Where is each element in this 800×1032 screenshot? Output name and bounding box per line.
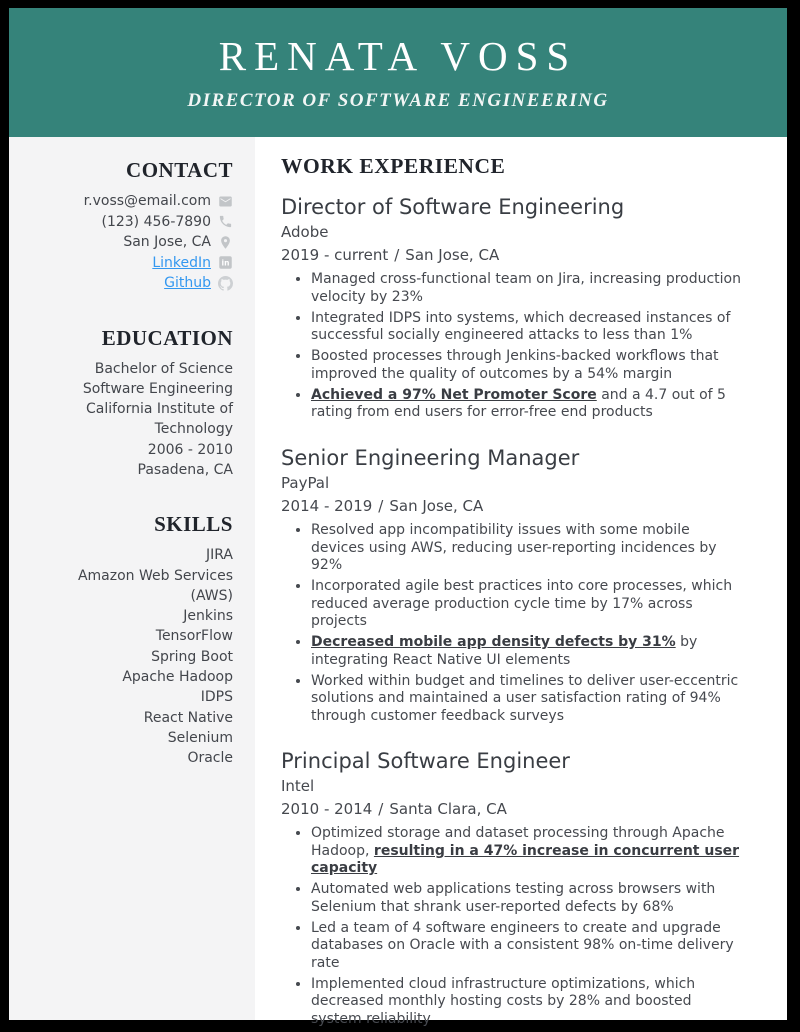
job-bullets — [281, 271, 741, 422]
education-section — [53, 326, 233, 481]
bullet-emphasis: resulting in a 47% increase in concurrent user capacity — [311, 842, 740, 877]
phone-icon — [218, 214, 233, 229]
bullet-text: Led a team of 4 software engineers to create and upgrade databases on Oracle with a consistent 98% on-time delivery rate — [311, 919, 734, 971]
bullet-text: Incorporated agile best practices into core processes, which reduced average production cycle time by 17% across projects — [311, 578, 733, 629]
contact-section — [53, 158, 233, 294]
skill-item: React Native — [143, 709, 233, 726]
contact-row-github — [53, 273, 233, 294]
bullet-text: by integrating React Native UI elements — [311, 634, 698, 668]
bullet-emphasis: Achieved a 97% Net Promoter Score — [311, 386, 597, 403]
job-bullet — [311, 348, 741, 383]
svg-text:in: in — [221, 258, 230, 268]
github-link[interactable]: Github — [164, 275, 211, 292]
skill-item: Jenkins — [183, 608, 233, 625]
job-title: Senior Engineering Manager — [281, 445, 580, 470]
skills-list — [53, 545, 233, 768]
job-bullet — [311, 825, 741, 878]
sidebar — [9, 137, 255, 1020]
education-lines — [53, 359, 233, 481]
job-entry — [281, 194, 749, 422]
education-line: Pasadena, CA — [137, 461, 233, 478]
skills-heading: SKILLS — [154, 512, 233, 537]
contact-row-email — [53, 191, 233, 212]
dates-separator: / — [378, 496, 384, 515]
skill-item: TensorFlow — [155, 628, 233, 645]
bullet-text: Implemented cloud infrastructure optimizations, which decreased monthly hosting costs by 28% and boosted system reliability — [311, 975, 696, 1027]
bullet-emphasis: Decreased mobile app density defects by 31% — [311, 634, 676, 650]
job-bullets — [281, 522, 741, 725]
header-banner — [9, 8, 787, 137]
linkedin-link[interactable]: LinkedIn — [152, 254, 211, 271]
job-dates-location — [281, 800, 749, 820]
job-dates-location — [281, 246, 749, 266]
education-line: California Institute of Technology — [85, 401, 233, 438]
job-location: San Jose, CA — [405, 245, 500, 264]
dates-separator: / — [394, 245, 400, 264]
candidate-name: RENATA VOSS — [218, 32, 578, 79]
job-dates: 2010 - 2014 — [281, 799, 373, 818]
job-bullet — [311, 578, 741, 631]
job-list — [281, 194, 749, 1028]
job-entry — [281, 748, 749, 1028]
github-icon — [218, 276, 233, 291]
bullet-text: Integrated IDPS into systems, which decreased instances of successful socially engineered attacks to less than 1% — [311, 309, 731, 344]
education-line: Software Engineering — [82, 380, 233, 397]
job-bullet — [311, 634, 741, 669]
contact-row-location — [53, 232, 233, 253]
job-dates-location — [281, 497, 749, 517]
phone-value: (123) 456-7890 — [101, 213, 211, 230]
email-value: r.voss@email.com — [83, 193, 211, 210]
job-location: San Jose, CA — [389, 496, 484, 515]
skill-item: JIRA — [206, 547, 233, 564]
bullet-text: Automated web applications testing across browsers with Selenium that shrank user-reported defects by 68% — [311, 881, 716, 915]
job-title: Director of Software Engineering — [281, 195, 625, 219]
job-company: Intel — [281, 777, 315, 796]
job-company: PayPal — [281, 474, 330, 492]
job-bullet — [311, 387, 741, 422]
job-bullet — [311, 976, 741, 1029]
skill-item: Selenium — [167, 729, 233, 746]
contact-heading: CONTACT — [126, 158, 233, 182]
job-location: Santa Clara, CA — [389, 799, 507, 818]
bullet-text: Worked within budget and timelines to deliver user-eccentric solutions and maintained a user satisfaction rating of 94% through customer feedback surveys — [311, 672, 739, 724]
education-line: 2006 - 2010 — [147, 441, 233, 458]
bullet-text: and a 4.7 out of 5 rating from end users for error-free end products — [311, 386, 726, 421]
job-dates: 2014 - 2019 — [281, 496, 373, 515]
contact-row-linkedin — [53, 253, 233, 274]
job-title: Principal Software Engineer — [281, 749, 570, 773]
bullet-text: Boosted processes through Jenkins-backed workflows that improved the quality of outcomes by a 54% margin — [311, 348, 719, 382]
skill-item: IDPS — [200, 689, 233, 706]
job-dates: 2019 - current — [281, 245, 389, 264]
job-bullet — [311, 310, 741, 345]
linkedin-icon — [218, 255, 233, 270]
job-entry — [281, 445, 749, 725]
bullet-text: Resolved app incompatibility issues with some mobile devices using AWS, reducing user-reporting incidences by 92% — [311, 522, 717, 573]
education-line: Bachelor of Science — [94, 360, 233, 377]
job-bullet — [311, 920, 741, 973]
education-heading: EDUCATION — [101, 325, 233, 350]
skill-item: Amazon Web Services (AWS) — [77, 567, 233, 604]
location-pin-icon — [218, 235, 233, 250]
skills-section — [53, 512, 233, 768]
job-bullet — [311, 881, 741, 916]
email-icon — [218, 194, 233, 209]
dates-separator: / — [378, 799, 384, 818]
work-experience-section — [255, 137, 787, 1027]
contact-row-phone — [53, 212, 233, 233]
job-bullet — [311, 673, 741, 726]
job-bullets — [281, 825, 741, 1028]
skill-item: Spring Boot — [151, 648, 233, 665]
skill-item: Apache Hadoop — [122, 669, 233, 686]
bullet-text: Optimized storage and dataset processing through Apache Hadoop, — [311, 825, 725, 859]
location-value: San Jose, CA — [123, 234, 211, 251]
job-bullet — [311, 522, 741, 575]
candidate-title: DIRECTOR OF SOFTWARE ENGINEERING — [187, 89, 609, 111]
skill-item: Oracle — [187, 750, 233, 767]
job-bullet — [311, 271, 741, 306]
job-company: Adobe — [281, 223, 329, 242]
resume-page — [9, 8, 787, 1027]
bullet-text: Managed cross-functional team on Jira, increasing production velocity by 23% — [311, 271, 741, 305]
work-experience-heading: WORK EXPERIENCE — [281, 154, 506, 178]
